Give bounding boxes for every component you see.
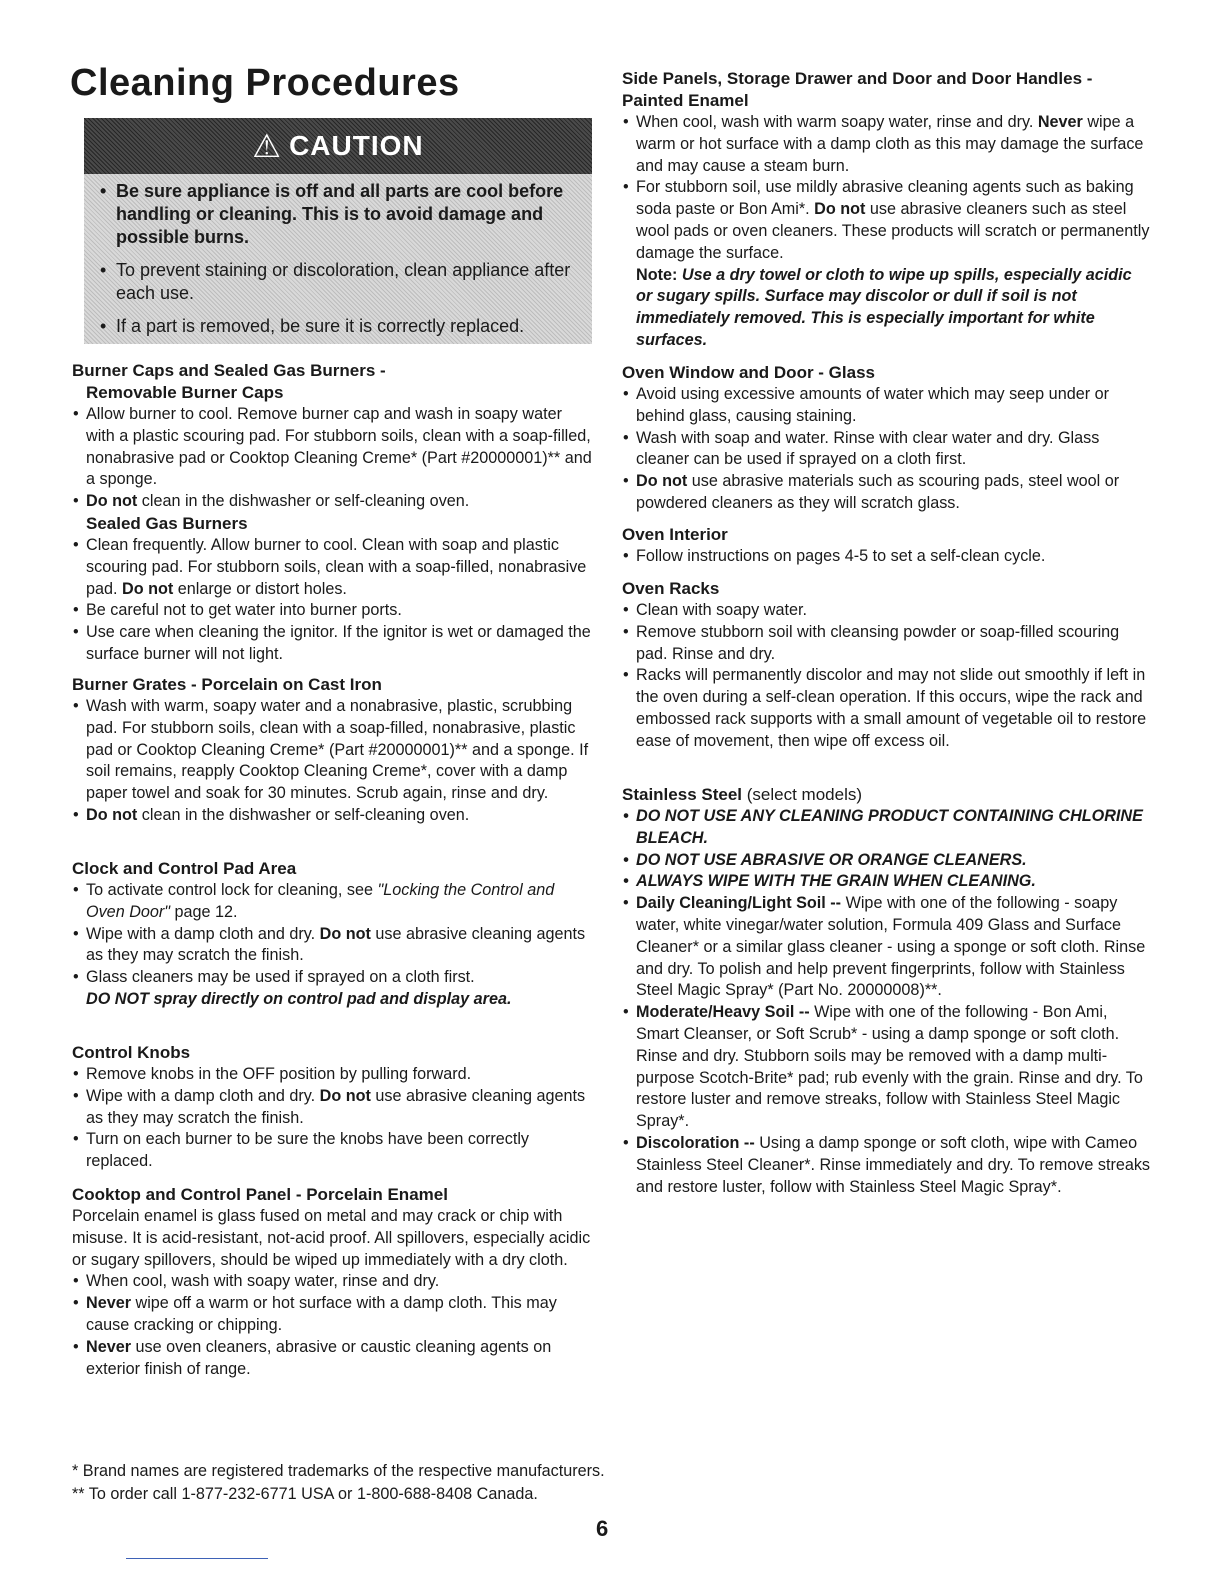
caution-item: • If a part is removed, be sure it is correctly replaced. [94, 315, 586, 338]
section-burner-grates [72, 674, 592, 827]
warning-icon: ⚠ [252, 128, 282, 164]
section-oven-window [622, 362, 1152, 515]
section-control-knobs [72, 1042, 592, 1173]
list-item: • Daily Cleaning/Light Soil -- Wipe with one of the following - soapy water, white vinegar/water solution, Formula 409 Glass and Surface Cleaner* or a similar glass cleaner - using a sponge or soft cloth. Rinse and dry. To polish and help prevent fingerprints, follow with Stainless Steel Magic Spray* (Part No. 20000008)**. [622, 893, 1152, 1002]
list-item: • Never use oven cleaners, abrasive or caustic cleaning agents on exterior finish of range. [72, 1337, 592, 1381]
subsection-heading: Removable Burner Caps [86, 383, 284, 402]
warning-item: • DO NOT USE ABRASIVE OR ORANGE CLEANERS. [622, 850, 1152, 872]
section-heading: Clock and Control Pad Area [72, 859, 297, 878]
section-heading: Cooktop and Control Panel - Porcelain Enamel [72, 1185, 448, 1204]
footnote-order: ** To order call 1-877-232-6771 USA or 1-800-688-8408 Canada. [72, 1485, 538, 1503]
list-item: • Never wipe off a warm or hot surface with a damp cloth. This may cause cracking or chipping. [72, 1293, 592, 1337]
list-item: • To activate control lock for cleaning, see "Locking the Control and Oven Door" page 12. [72, 880, 592, 924]
list-item: • Racks will permanently discolor and may not slide out smoothly if left in the oven during a self-clean operation. If this occurs, wipe the rack and embossed rack supports with a small amount of vegetable oil to restore ease of movement, then wipe off excess oil. [622, 665, 1152, 752]
section-heading: Oven Racks [622, 579, 720, 598]
footnote-trademarks: * Brand names are registered trademarks of the respective manufacturers. [72, 1462, 605, 1480]
caution-box [84, 118, 592, 344]
section-heading: Oven Window and Door - Glass [622, 363, 875, 382]
list-item: • Discoloration -- Using a damp sponge or soft cloth, wipe with Cameo Stainless Steel Cleaner*. Rinse immediately and dry. To remove streaks and restore luster, follow with Stainless Steel Magic Spray*. [622, 1133, 1152, 1198]
list-item: • When cool, wash with soapy water, rinse and dry. [72, 1271, 592, 1293]
list-item: • Moderate/Heavy Soil -- Wipe with one of the following - Bon Ami, Smart Cleanser, or Soft Scrub* - using a damp sponge or soft cloth. Rinse and dry. Stubborn soils may be removed with a damp multi-purpose Scotch-Brite* pad; rub evenly with the grain. Rinse and dry. To restore luster and remove streaks, follow with Stainless Steel Magic Spray*. [622, 1002, 1152, 1133]
list-item: • For stubborn soil, use mildly abrasive cleaning agents such as baking soda paste or Bon Ami*. Do not use abrasive cleaners such as steel wool pads or oven cleaners. These products will scratch or permanently damage the surface. [622, 177, 1152, 264]
section-heading: Oven Interior [622, 525, 728, 544]
caution-list [94, 180, 586, 348]
page-number: 6 [596, 1516, 609, 1541]
list-item: • When cool, wash with warm soapy water, rinse and dry. Never wipe a warm or hot surface with a damp cloth as this may damage the surface and may cause a steam burn. [622, 112, 1152, 177]
section-cooktop [72, 1184, 592, 1380]
section-stainless-steel [622, 784, 1152, 1198]
section-burner-caps [72, 360, 592, 666]
list-item: • Clean frequently. Allow burner to cool. Clean with soap and plastic scouring pad. For stubborn soils, clean with a soap-filled, nonabrasive pad. Do not enlarge or distort holes. [72, 535, 592, 600]
paragraph: Porcelain enamel is glass fused on metal and may crack or chip with misuse. It is acid-resistant, not-acid proof. All spillovers, especially acidic or sugary spillovers, should be wiped up immediately with a dry cloth. [72, 1207, 591, 1269]
caution-item: • To prevent staining or discoloration, clean appliance after each use. [94, 259, 586, 305]
list-item: • Remove knobs in the OFF position by pulling forward. [72, 1064, 592, 1086]
section-heading: Stainless Steel (select models) [622, 785, 863, 804]
caution-item: • Be sure appliance is off and all parts are cool before handling or cleaning. This is to avoid damage and possible burns. [94, 180, 586, 249]
section-heading: Burner Caps and Sealed Gas Burners - [72, 361, 386, 380]
list-item: • Wipe with a damp cloth and dry. Do not use abrasive cleaning agents as they may scratch the finish. [72, 1086, 592, 1130]
list-item: • Wash with warm, soapy water and a nonabrasive, plastic, scrubbing pad. For stubborn soils, clean with a soap-filled, nonabrasive, plastic pad or Cooktop Cleaning Creme* (Part #20000001)** and a sponge. If soil remains, reapply Cooktop Cleaning Creme*, cover with a damp paper towel and soak for 30 minutes. Scrub again, rinse and dry. [72, 696, 592, 805]
list-item: • Wipe with a damp cloth and dry. Do not use abrasive cleaning agents as they may scratch the finish. [72, 924, 592, 968]
list-item: • Wash with soap and water. Rinse with clear water and dry. Glass cleaner can be used if sprayed on a cloth first. [622, 428, 1152, 472]
warning-item: • DO NOT USE ANY CLEANING PRODUCT CONTAINING CHLORINE BLEACH. [622, 806, 1152, 850]
subsection-heading: Sealed Gas Burners [86, 513, 248, 533]
list-item: • Be careful not to get water into burner ports. [72, 600, 592, 622]
section-oven-interior [622, 524, 1152, 568]
note-text: Note: Use a dry towel or cloth to wipe up spills, especially acidic or sugary spills. Surface may discolor or dull if soil is not immediately removed. This is especially important for white surfaces. [636, 265, 1132, 349]
warning-text: DO NOT spray directly on control pad and display area. [86, 989, 512, 1008]
section-oven-racks [622, 578, 1152, 753]
section-heading: Control Knobs [72, 1043, 191, 1062]
footer-rule [126, 1558, 268, 1559]
list-item: • Allow burner to cool. Remove burner cap and wash in soapy water with a plastic scouring pad. For stubborn soils, clean with a soap-filled, nonabrasive pad or Cooktop Cleaning Creme* (Part #20000001)** and a sponge. [72, 404, 592, 491]
section-heading: Burner Grates - Porcelain on Cast Iron [72, 675, 382, 694]
list-item: • Use care when cleaning the ignitor. If the ignitor is wet or damaged the surface burner will not light. [72, 622, 592, 666]
section-side-panels [622, 68, 1152, 352]
page-title: Cleaning Procedures [70, 62, 460, 104]
list-item: • Do not use abrasive materials such as scouring pads, steel wool or powdered cleaners as they will scratch glass. [622, 471, 1152, 515]
list-item: • Follow instructions on pages 4-5 to set a self-clean cycle. [622, 546, 1152, 568]
caution-header [84, 118, 592, 174]
list-item: • Clean with soapy water. [622, 600, 1152, 622]
list-item: • Turn on each burner to be sure the knobs have been correctly replaced. [72, 1129, 592, 1173]
section-clock [72, 858, 592, 1011]
list-item: • Do not clean in the dishwasher or self-cleaning oven. [72, 491, 592, 513]
warning-item: • ALWAYS WIPE WITH THE GRAIN WHEN CLEANING. [622, 871, 1152, 893]
list-item: • Glass cleaners may be used if sprayed on a cloth first. [72, 967, 592, 989]
section-heading: Side Panels, Storage Drawer and Door and Door Handles - Painted Enamel [622, 69, 1093, 110]
list-item: • Avoid using excessive amounts of water which may seep under or behind glass, causing staining. [622, 384, 1152, 428]
caution-label: CAUTION [289, 130, 424, 161]
list-item: • Remove stubborn soil with cleansing powder or soap-filled scouring pad. Rinse and dry. [622, 622, 1152, 666]
list-item: • Do not clean in the dishwasher or self-cleaning oven. [72, 805, 592, 827]
